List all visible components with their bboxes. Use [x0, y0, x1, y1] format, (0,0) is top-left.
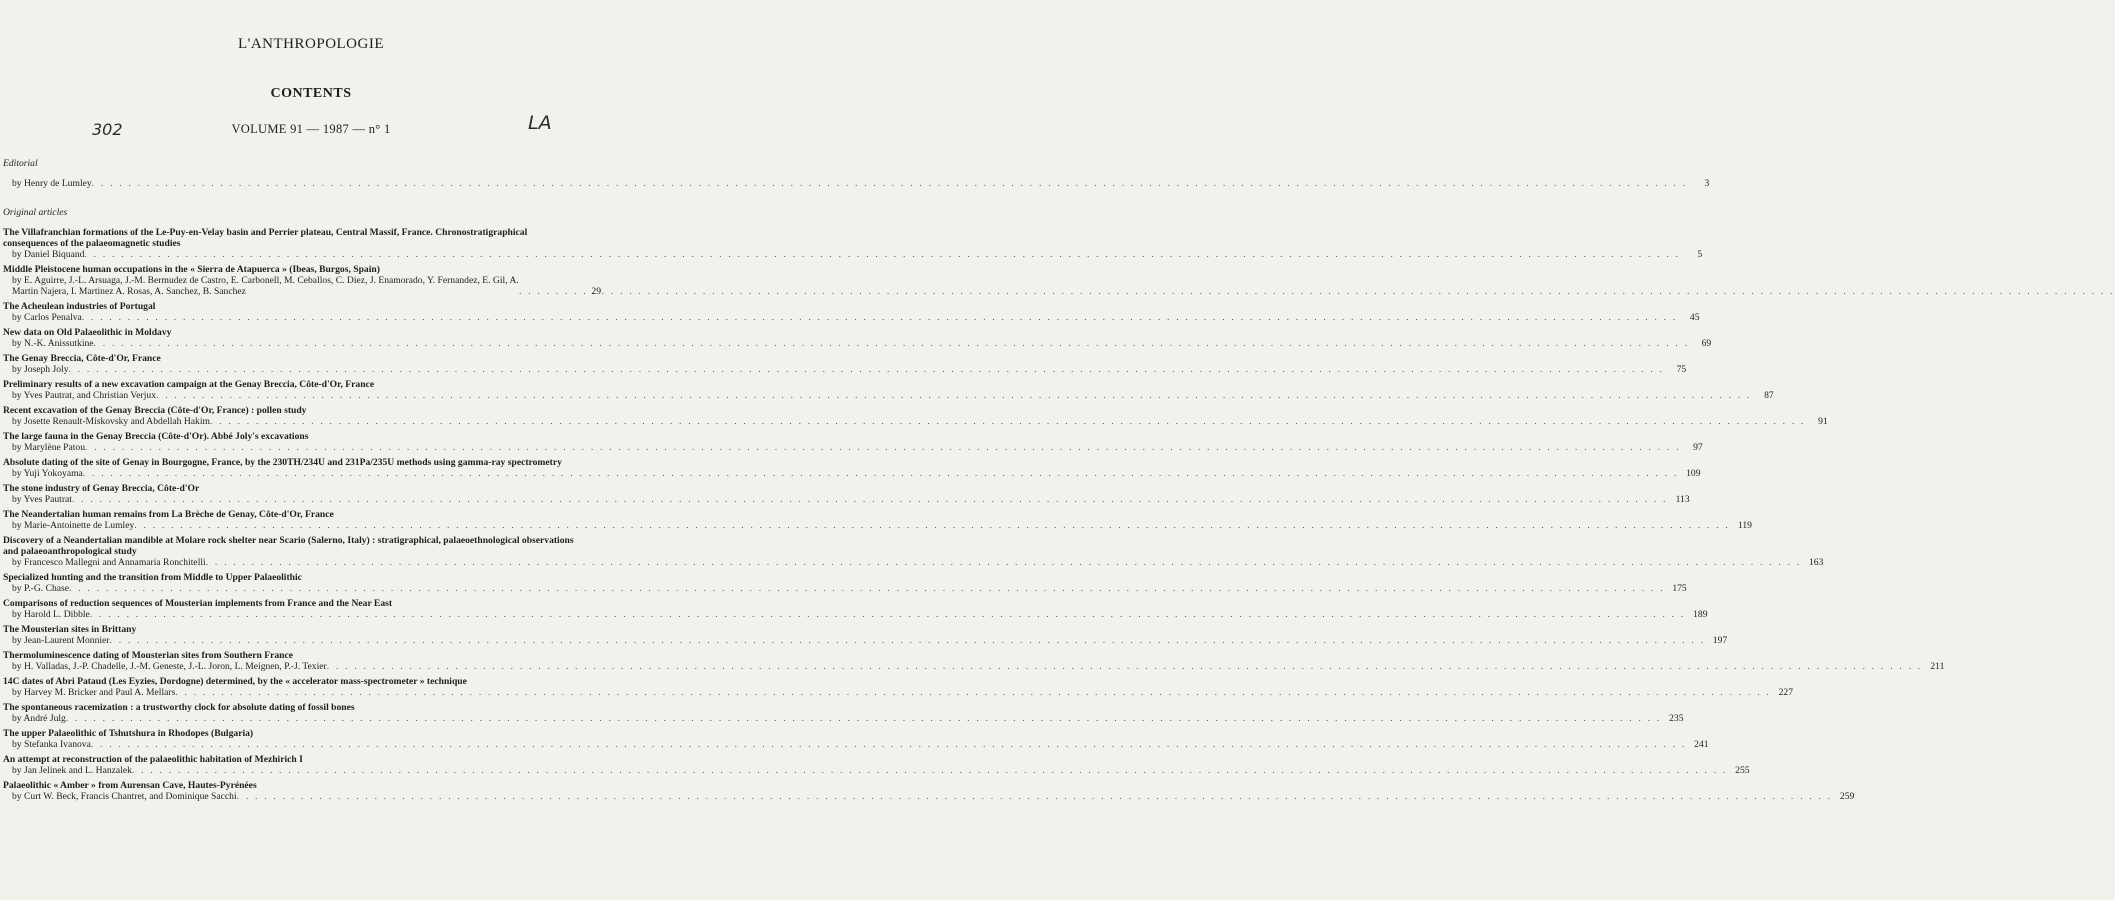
- article-title: Absolute dating of the site of Genay in Bourgogne, France, by the 230TH/234U and 231Pa/235U methods using gamma-ray spectrometry: [3, 457, 562, 468]
- leader-dots: [85, 442, 1681, 453]
- leader-dots: [327, 661, 1923, 672]
- article-authors: by Carlos Penalva: [12, 312, 82, 323]
- article-authors: by Jan Jelinek and L. Hanzalek: [12, 765, 132, 776]
- leader-dots: [156, 390, 1752, 401]
- article-page: 29: [591, 286, 601, 297]
- article-authors: by Harvey M. Bricker and Paul A. Mellars: [12, 687, 176, 698]
- article-entry: [3, 264, 601, 297]
- article-title: Specialized hunting and the transition from Middle to Upper Palaeolithic: [3, 572, 302, 583]
- leader-dots: [206, 557, 1802, 568]
- article-page: 119: [1737, 520, 1752, 531]
- article-title: The stone industry of Genay Breccia, Côte-d'Or: [3, 483, 200, 494]
- article-title: Thermoluminescence dating of Mousterian sites from Southern France: [3, 650, 294, 661]
- article-title: The Villafranchian formations of the Le-Puy-en-Velay basin and Perrier plateau, Central Massif, France. Chronostratigraphical consequences of the palaeomagnetic studies: [3, 227, 528, 249]
- article-title: Comparisons of reduction sequences of Mousterian implements from France and the Near East: [3, 598, 393, 609]
- article-page: 163: [1808, 557, 1824, 568]
- article-authors: by Harold L. Dibble: [12, 609, 90, 620]
- article-entry: [3, 227, 1703, 260]
- table-of-contents: [3, 158, 1945, 806]
- leader-dots: [84, 249, 1680, 260]
- article-entry: [3, 379, 1774, 401]
- article-page: 189: [1693, 609, 1708, 620]
- article-title: The upper Palaeolithic of Tshutshura in Rhodopes (Bulgaria): [3, 728, 254, 739]
- leader-dots: [66, 713, 1662, 724]
- article-entry: [3, 598, 1708, 620]
- article-entry: [3, 509, 1752, 531]
- article-authors: by Yves Pautrat: [12, 494, 72, 505]
- volume-line: VOLUME 91 — 1987 — n° 1: [231, 122, 391, 136]
- article-page: 69: [1701, 338, 1712, 349]
- article-authors: by N.-K. Anissutkine: [12, 338, 94, 349]
- article-authors: by Daniel Biquand: [12, 249, 85, 260]
- editorial-author: by Henry de Lumley: [12, 178, 92, 189]
- journal-title: L'ANTHROPOLOGIE: [237, 36, 385, 52]
- article-title: Middle Pleistocene human occupations in the « Sierra de Atapuerca » (Ibeas, Burgos, Spain): [3, 264, 380, 275]
- article-page: 113: [1675, 494, 1690, 505]
- leader-dots: [91, 739, 1687, 750]
- editorial-entry: [3, 178, 1710, 189]
- article-page: 197: [1712, 635, 1728, 646]
- leader-dots: [519, 286, 579, 297]
- article-entry: [3, 483, 1690, 505]
- leader-dots: [134, 520, 1730, 531]
- leader-dots: [82, 312, 1678, 323]
- handwritten-number: 302: [92, 120, 123, 139]
- article-page: 241: [1694, 739, 1709, 750]
- article-entry: [3, 457, 1701, 479]
- article-title: The Genay Breccia, Côte-d'Or, France: [3, 353, 161, 364]
- leader-dots: [69, 583, 1665, 594]
- article-authors: by Joseph Joly: [12, 364, 69, 375]
- article-entry: [3, 301, 1700, 323]
- article-page: 255: [1735, 765, 1750, 776]
- article-authors: by Curt W. Beck, Francis Chantret, and Dominique Sacchi: [12, 791, 237, 802]
- leader-dots: [210, 416, 1806, 427]
- article-entry: [3, 535, 1824, 568]
- article-title: The Neandertalian human remains from La Brèche de Genay, Côte-d'Or, France: [3, 509, 334, 520]
- leader-dots: [110, 635, 1706, 646]
- article-title: An attempt at reconstruction of the palaeolithic habitation of Mezhirich I: [3, 754, 303, 765]
- article-page: 97: [1693, 442, 1703, 453]
- article-title: Discovery of a Neandertalian mandible at Molare rock shelter near Scario (Salerno, Italy) : stratigraphical, palaeoethnological observations and palaeoanthropological study: [3, 535, 574, 557]
- article-entry: [3, 572, 1687, 594]
- article-authors: by Stefanka Ivanova: [12, 739, 91, 750]
- article-page: 45: [1689, 312, 1700, 323]
- article-authors: by E. Aguirre, J.-L. Arsuaga, J.-M. Bermudez de Castro, E. Carbonell, M. Ceballos, C. Diez, J. Enamorado, Y. Fernandez, E. Gil, A. Martin Najera, I. Martinez A. Rosas, A. Sanchez, B. Sanchez: [12, 275, 519, 297]
- article-entry: [3, 624, 1728, 646]
- article-entry: [3, 405, 1828, 427]
- editorial-page: 3: [1704, 178, 1710, 189]
- article-entry: [3, 754, 1750, 776]
- article-authors: by Marie-Antoinette de Lumley: [12, 520, 135, 531]
- handwritten-initials: LA: [528, 112, 552, 134]
- article-entry: [3, 431, 1703, 453]
- leader-dots: [72, 494, 1668, 505]
- article-authors: by P.-G. Chase: [12, 583, 70, 594]
- article-authors: by André Julg: [12, 713, 66, 724]
- leader-dots: [94, 338, 1690, 349]
- article-title: The spontaneous racemization : a trustworthy clock for absolute dating of fossil bones: [3, 702, 355, 713]
- leader-dots: [90, 609, 1686, 620]
- article-page: 109: [1686, 468, 1701, 479]
- section-original-articles: Original articles: [3, 207, 68, 218]
- article-page: 91: [1818, 416, 1828, 427]
- article-title: Palaeolithic « Amber » from Aurensan Cave, Hautes-Pyrénées: [3, 780, 257, 791]
- article-title: The Mousterian sites in Brittany: [3, 624, 137, 635]
- article-page: 75: [1676, 364, 1687, 375]
- article-authors: by Josette Renault-Miskovsky and Abdellah Hakim: [12, 416, 210, 427]
- article-page: 211: [1930, 661, 1945, 672]
- article-page: 259: [1839, 791, 1855, 802]
- contents-heading: CONTENTS: [270, 86, 352, 101]
- leader-dots: [83, 468, 1679, 479]
- leader-dots: [92, 178, 1688, 189]
- leader-dots: [132, 765, 1728, 776]
- article-page: 5: [1697, 249, 1703, 260]
- article-title: Preliminary results of a new excavation campaign at the Genay Breccia, Côte-d'Or, France: [3, 379, 375, 390]
- article-entry: [3, 702, 1684, 724]
- article-authors: by Francesco Mallegni and Annamaria Ronchitelli: [12, 557, 206, 568]
- article-page: 87: [1764, 390, 1774, 401]
- article-title: The large fauna in the Genay Breccia (Côte-d'Or). Abbé Joly's excavations: [3, 431, 309, 442]
- article-entry: [3, 780, 1855, 802]
- article-entry: [3, 327, 1712, 349]
- article-list: [3, 227, 1945, 802]
- article-authors: by Yuji Yokoyama: [12, 468, 83, 479]
- article-page: 227: [1778, 687, 1793, 698]
- article-page: 175: [1672, 583, 1687, 594]
- leader-dots: [237, 791, 1833, 802]
- article-title: Recent excavation of the Genay Breccia (Côte-d'Or, France) : pollen study: [3, 405, 307, 416]
- section-editorial: Editorial: [3, 158, 38, 169]
- article-authors: by Jean-Laurent Monnier: [12, 635, 110, 646]
- article-entry: [3, 676, 1793, 698]
- leader-dots: [175, 687, 1771, 698]
- article-page: 235: [1669, 713, 1684, 724]
- article-title: 14C dates of Abri Pataud (Les Eyzies, Dordogne) determined, by the « accelerator mass-spectrometer » technique: [3, 676, 467, 687]
- article-entry: [3, 353, 1687, 375]
- article-title: New data on Old Palaeolithic in Moldavy: [3, 327, 172, 338]
- article-title: The Acheulean industries of Portugal: [3, 301, 156, 312]
- article-authors: by Marylène Patou: [12, 442, 86, 453]
- article-entry: [3, 728, 1709, 750]
- leader-dots: [69, 364, 1665, 375]
- article-entry: [3, 650, 1945, 672]
- article-authors: by Yves Pautrat, and Christian Verjux: [12, 390, 156, 401]
- article-authors: by H. Valladas, J.-P. Chadelle, J.-M. Geneste, J.-L. Joron, L. Meignen, P.-J. Texier: [12, 661, 327, 672]
